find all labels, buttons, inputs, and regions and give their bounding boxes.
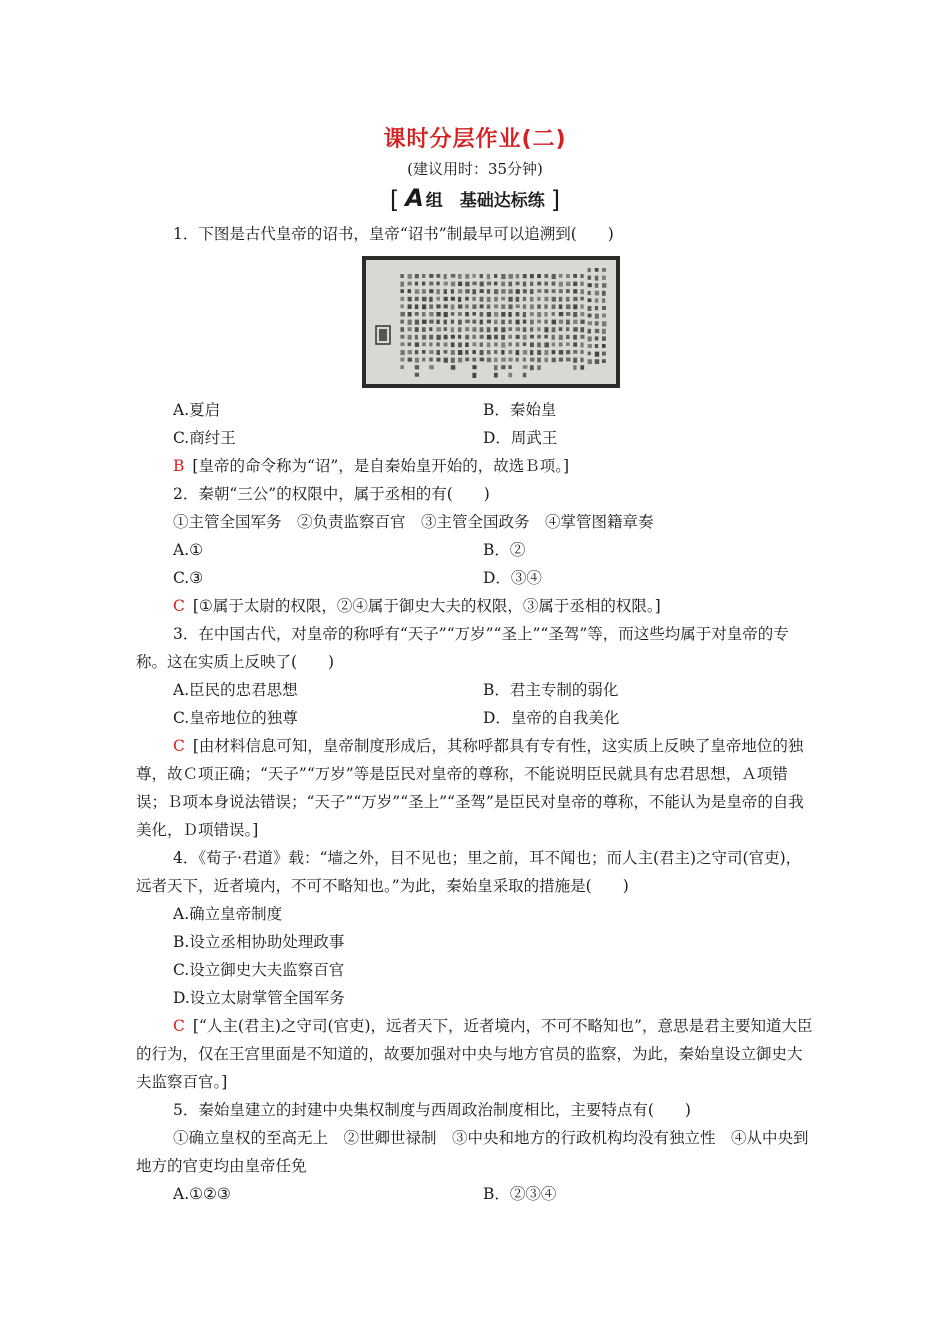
question-4-option-d[interactable]: D.设立太尉掌管全国军务: [173, 989, 345, 1007]
question-1-option-b[interactable]: B．秦始皇: [483, 401, 557, 419]
question-1-answer-text: [皇帝的命令称为“诏”，是自秦始皇开始的，故选Ｂ项。]: [192, 457, 570, 475]
question-5-options-row-1: [173, 1180, 814, 1208]
question-3-option-b[interactable]: B．君主专制的弱化: [483, 681, 619, 699]
question-1-option-c[interactable]: C.商纣王: [173, 429, 236, 447]
question-4-stem: 4．《荀子·君道》载：“墙之外，目不见也；里之前，耳不闻也；而人主(君主)之守司(官吏)，远者天下，近者境内，不可不略知也。”为此，秦始皇采取的措施是( ): [136, 849, 802, 895]
question-1-answer: [136, 452, 814, 480]
question-3-options-row-2: [173, 704, 814, 732]
question-2-option-c[interactable]: C.③: [173, 569, 204, 587]
question-4-option-a[interactable]: A.确立皇帝制度: [173, 905, 283, 923]
question-2-options-row-2: [173, 564, 814, 592]
question-2-option-a[interactable]: A.①: [173, 541, 204, 559]
question-1-answer-key: B: [173, 457, 185, 475]
question-2-stem: 2．秦朝“三公”的权限中，属于丞相的有( ): [173, 485, 490, 503]
question-3-answer-key: C: [173, 737, 185, 755]
page-subtitle: (建议用时：35分钟): [407, 160, 543, 178]
question-4-option-c[interactable]: C.设立御史大夫监察百官: [173, 961, 345, 979]
edict-image: [362, 256, 620, 388]
question-1-options-row-1: [173, 396, 814, 424]
question-4-answer-key: C: [173, 1017, 185, 1035]
group-letter: A: [405, 184, 424, 212]
question-3-option-c[interactable]: C.皇帝地位的独尊: [173, 709, 298, 727]
question-2-answer: [136, 592, 814, 620]
question-5-option-a[interactable]: A.①②③: [173, 1185, 231, 1203]
question-2-answer-key: C: [173, 597, 185, 615]
question-5-stem: 5．秦始皇建立的封建中央集权制度与西周政治制度相比，主要特点有( ): [173, 1101, 691, 1119]
question-2-options-row-1: [173, 536, 814, 564]
group-heading: [0, 184, 950, 214]
question-3-options-row-1: [173, 676, 814, 704]
question-3-answer: [136, 732, 814, 844]
bracket-right: ]: [550, 186, 561, 214]
question-4-answer: [136, 1012, 814, 1096]
question-1-options-row-2: [173, 424, 814, 452]
question-1-stem: 1．下图是古代皇帝的诏书，皇帝“诏书”制最早可以追溯到( ): [173, 225, 614, 243]
question-2-answer-text: [①属于太尉的权限，②④属于御史大夫的权限，③属于丞相的权限。]: [192, 597, 661, 615]
question-2-option-d[interactable]: D．③④: [483, 569, 542, 587]
question-3-answer-text: [由材料信息可知，皇帝制度形成后，其称呼都具有专有性，这实质上反映了皇帝地位的独尊，故Ｃ项正确；“天子”“万岁”等是臣民对皇帝的尊称，不能说明臣民就具有忠君思想，Ａ项错误；Ｂ项本身说法错误；“天子”“万岁”“圣上”“圣驾”是臣民对皇帝的尊称，不能认为是皇帝的自我美化，Ｄ项错误。]: [136, 737, 804, 839]
question-4-option-b[interactable]: B.设立丞相协助处理政事: [173, 933, 345, 951]
question-2-items: ①主管全国军务 ②负责监察百官 ③主管全国政务 ④掌管图籍章奏: [173, 513, 654, 531]
question-2-option-b[interactable]: B．②: [483, 541, 526, 559]
question-4-answer-text: [“人主(君主)之守司(官吏)，远者天下，近者境内，不可不略知也”，意思是君主要知道大臣的行为，仅在王宫里面是不知道的，故要加强对中央与地方官员的监察，为此，秦始皇设立御史大夫监察百官。]: [136, 1017, 813, 1091]
page-title: 课时分层作业(二): [383, 127, 567, 152]
question-1-option-a[interactable]: A.夏启: [173, 401, 221, 419]
group-label: 组 基础达标练: [425, 191, 545, 211]
question-3-option-d[interactable]: D．皇帝的自我美化: [483, 709, 620, 727]
bracket-left: [: [389, 186, 400, 214]
question-3-option-a[interactable]: A.臣民的忠君思想: [173, 681, 298, 699]
edict-scroll-picture: [366, 260, 616, 384]
question-1-option-d[interactable]: D．周武王: [483, 429, 558, 447]
question-3-stem: 3．在中国古代，对皇帝的称呼有“天子”“万岁”“圣上”“圣驾”等，而这些均属于对皇帝的专称。这在实质上反映了( ): [136, 625, 789, 671]
question-5-option-b[interactable]: B．②③④: [483, 1185, 557, 1203]
question-5-items: ①确立皇权的至高无上 ②世卿世禄制 ③中央和地方的行政机构均没有独立性 ④从中央到地方的官吏均由皇帝任免: [136, 1129, 809, 1175]
question-list: [136, 220, 814, 1208]
